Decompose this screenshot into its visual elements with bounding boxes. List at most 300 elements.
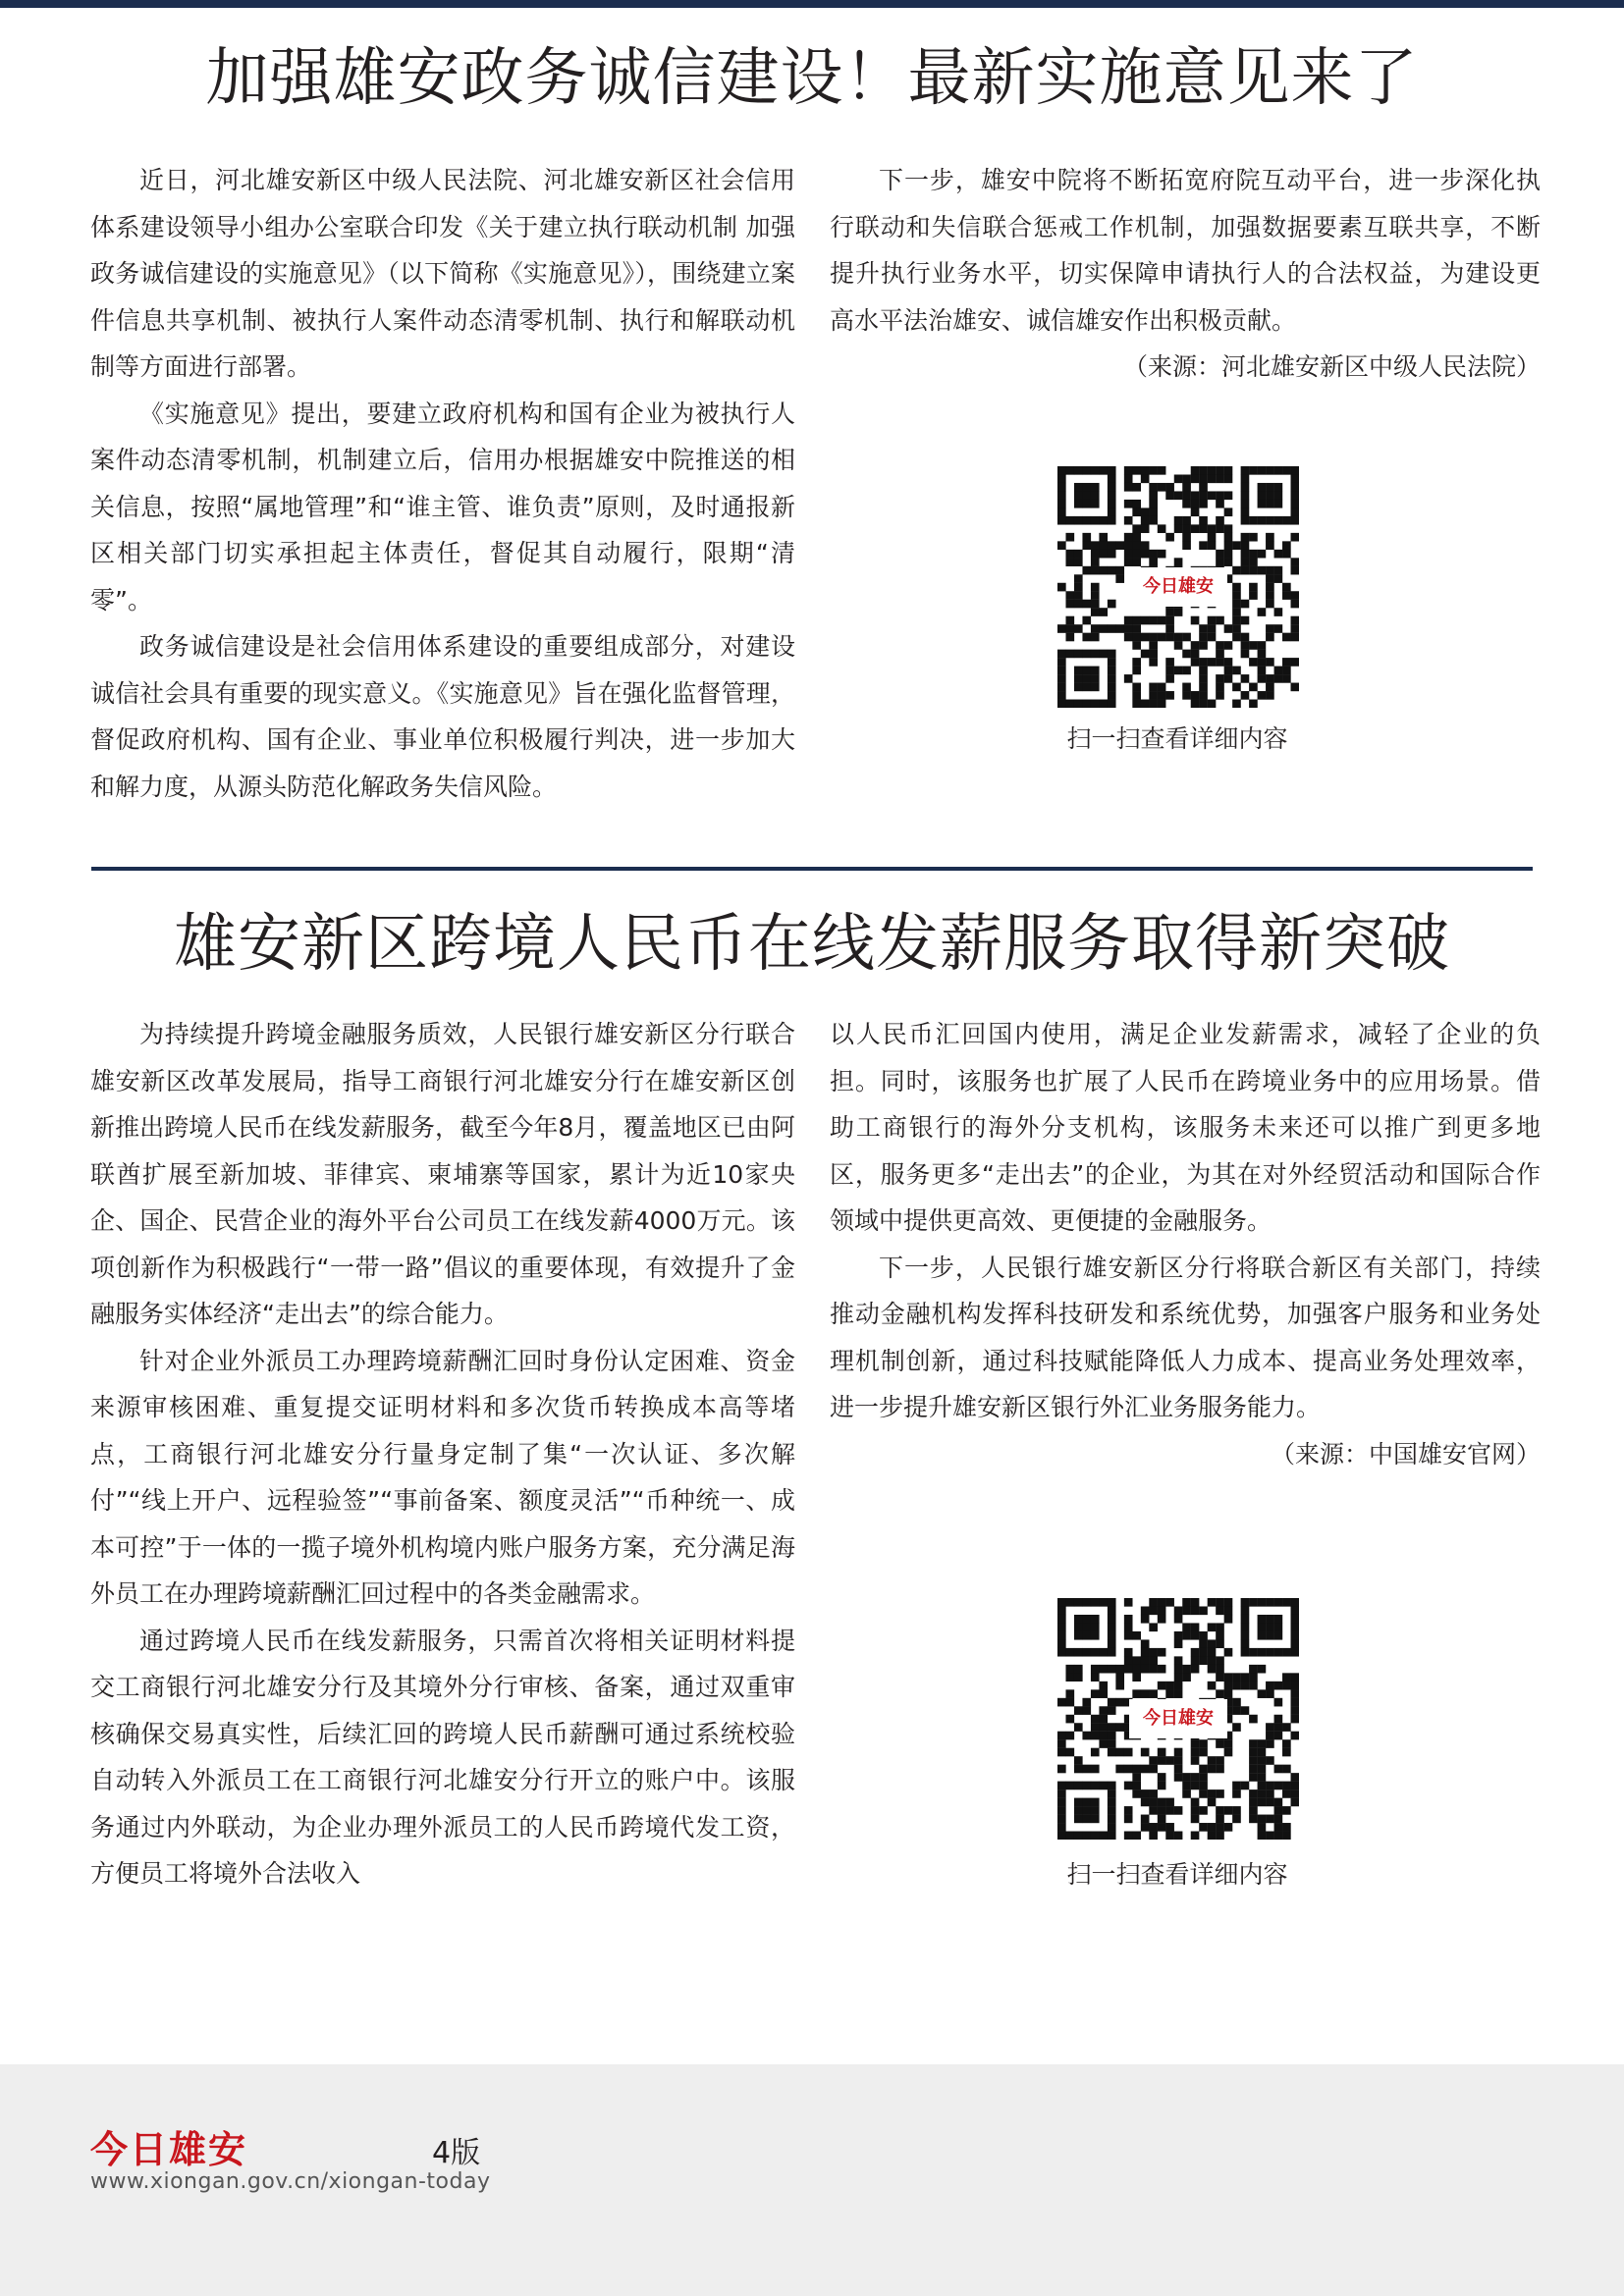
qr-module [1132, 633, 1141, 642]
qr-module [1199, 1806, 1208, 1815]
qr-module [1191, 491, 1200, 500]
qr-module [1282, 1748, 1291, 1757]
qr-module [1149, 633, 1158, 642]
qr-module [1174, 1606, 1183, 1615]
qr-module [1258, 667, 1267, 675]
qr-module [1065, 1832, 1074, 1840]
qr-module [1282, 1823, 1291, 1832]
qr-module [1165, 1682, 1174, 1690]
qr-module [1091, 633, 1100, 642]
qr-module [1108, 1698, 1116, 1707]
qr-module [1141, 466, 1150, 475]
qr-module [1115, 1765, 1124, 1774]
qr-module [1258, 1756, 1267, 1765]
qr-module [1057, 691, 1066, 700]
qr-module [1124, 1815, 1133, 1824]
qr-module [1282, 591, 1291, 600]
qr-module [1174, 1656, 1183, 1665]
qr-module [1291, 1615, 1299, 1624]
qr-module [1124, 624, 1133, 633]
footer-url[interactable]: www.xiongan.gov.cn/xiongan-today [90, 2169, 491, 2194]
qr-module [1216, 1832, 1224, 1840]
qr-module [1082, 491, 1091, 500]
qr-module [1249, 1648, 1258, 1657]
qr-module [1082, 600, 1091, 609]
article1-title: 加强雄安政务诚信建设！最新实施意见来了 [205, 42, 1419, 115]
qr-module [1266, 541, 1274, 550]
qr-module [1224, 1806, 1233, 1815]
qr-module [1124, 1832, 1133, 1840]
qr-module [1249, 566, 1258, 575]
brand-logo: 今日雄安 [90, 2127, 248, 2171]
qr-module [1074, 1815, 1083, 1824]
qr-module [1224, 667, 1233, 675]
qr-module [1124, 1765, 1133, 1774]
qr-module [1291, 500, 1299, 508]
qr-module [1241, 616, 1250, 625]
qr-module [1266, 1756, 1274, 1765]
qr-module [1232, 1673, 1241, 1682]
qr-module [1082, 1765, 1091, 1774]
qr-module [1208, 1648, 1217, 1657]
qr-module [1191, 1773, 1200, 1782]
qr-module [1082, 1806, 1091, 1815]
qr-module [1174, 1832, 1183, 1840]
qr-module [1124, 1656, 1133, 1665]
qr-module [1191, 1832, 1200, 1840]
qr-module [1274, 674, 1283, 683]
qr-module [1091, 1598, 1100, 1607]
qr-module [1258, 566, 1267, 575]
qr-module [1115, 541, 1124, 550]
qr-module [1274, 466, 1283, 475]
qr-module [1057, 1623, 1066, 1631]
qr-module [1091, 541, 1100, 550]
qr-module [1132, 524, 1141, 533]
qr-module [1266, 633, 1274, 642]
qr-module [1099, 1665, 1108, 1674]
qr-module [1232, 1782, 1241, 1790]
qr-module [1074, 591, 1083, 600]
qr-module [1115, 624, 1124, 633]
qr-module [1158, 683, 1166, 692]
qr-module [1065, 466, 1074, 475]
qr-module [1191, 691, 1200, 700]
qr-module [1224, 674, 1233, 683]
qr-module [1057, 466, 1066, 475]
qr-module [1216, 1606, 1224, 1615]
qr-module [1149, 1798, 1158, 1807]
qr-module [1182, 650, 1191, 659]
qr-module [1249, 641, 1258, 650]
qr-module [1099, 1715, 1108, 1724]
qr-module [1274, 574, 1283, 583]
qr-module [1165, 1598, 1174, 1607]
qr-module [1282, 516, 1291, 525]
qr-module [1232, 683, 1241, 692]
qr-module [1274, 1798, 1283, 1807]
qr-module [1182, 483, 1191, 492]
qr-module [1091, 600, 1100, 609]
qr-module [1249, 1789, 1258, 1798]
qr-module [1091, 1689, 1100, 1698]
qr-module [1208, 633, 1217, 642]
qr-module [1082, 1706, 1091, 1715]
qr-module [1099, 624, 1108, 633]
qr-module [1282, 1765, 1291, 1774]
qr-module [1074, 624, 1083, 633]
article1-right-column [830, 157, 1541, 391]
qr-module [1124, 1782, 1133, 1790]
qr-module [1108, 700, 1116, 708]
qr-module [1174, 558, 1183, 566]
qr-module [1065, 1673, 1074, 1682]
qr-module [1258, 1665, 1267, 1674]
qr-module [1165, 1823, 1174, 1832]
qr-module [1274, 516, 1283, 525]
qr-module [1124, 541, 1133, 550]
qr-module [1065, 591, 1074, 600]
qr-module [1282, 583, 1291, 592]
qr-module [1057, 658, 1066, 667]
qr-module [1108, 1639, 1116, 1648]
qr-module [1182, 533, 1191, 542]
qr-module [1182, 1623, 1191, 1631]
qr-module [1274, 1682, 1283, 1690]
qr-module [1091, 1815, 1100, 1824]
qr-module [1266, 500, 1274, 508]
qr-module [1199, 1606, 1208, 1615]
qr-module [1108, 683, 1116, 692]
qr-module [1057, 1815, 1066, 1824]
qr-module [1266, 574, 1274, 583]
qr-module [1232, 1682, 1241, 1690]
qr-module [1182, 691, 1191, 700]
qr-module [1291, 658, 1299, 667]
qr-module [1158, 1815, 1166, 1824]
qr-module [1208, 1765, 1217, 1774]
qr-module [1108, 500, 1116, 508]
qr-module [1132, 658, 1141, 667]
qr-module [1091, 683, 1100, 692]
qr-module [1174, 491, 1183, 500]
qr-module [1158, 633, 1166, 642]
qr-module [1249, 1806, 1258, 1815]
qr-module [1216, 1631, 1224, 1640]
qr-module [1216, 524, 1224, 533]
qr-module [1182, 1598, 1191, 1607]
qr-module [1216, 1656, 1224, 1665]
qr-module [1291, 466, 1299, 475]
qr-module [1141, 1815, 1150, 1824]
qr-module [1124, 533, 1133, 542]
qr-module [1074, 583, 1083, 592]
qr-module [1149, 558, 1158, 566]
qr-module [1241, 1606, 1250, 1615]
qr-module [1132, 691, 1141, 700]
qr-module [1224, 533, 1233, 542]
qr-module [1074, 1806, 1083, 1815]
qr-module [1249, 516, 1258, 525]
qr-module [1291, 566, 1299, 575]
qr-module [1074, 1706, 1083, 1715]
qr-module [1241, 1631, 1250, 1640]
qr-module [1258, 1615, 1267, 1624]
qr-module [1091, 1798, 1100, 1807]
qr-module [1108, 1806, 1116, 1815]
qr-module [1174, 1756, 1183, 1765]
qr-module [1182, 1782, 1191, 1790]
qr-module [1208, 1656, 1217, 1665]
qr-module [1232, 633, 1241, 642]
qr-module [1266, 1598, 1274, 1607]
qr-module [1241, 550, 1250, 559]
qr-module [1132, 533, 1141, 542]
qr-module [1232, 667, 1241, 675]
qr-module [1274, 1715, 1283, 1724]
qr-module [1232, 624, 1241, 633]
qr-module [1165, 483, 1174, 492]
qr-module [1199, 483, 1208, 492]
qr-module [1091, 591, 1100, 600]
qr-module [1108, 491, 1116, 500]
qr-module [1091, 558, 1100, 566]
qr-module [1149, 641, 1158, 650]
qr-module [1282, 550, 1291, 559]
qr-module [1141, 1665, 1150, 1674]
section-divider [91, 867, 1533, 871]
qr-module [1208, 1665, 1217, 1674]
qr-module [1291, 624, 1299, 633]
qr-module [1165, 1756, 1174, 1765]
qr-module [1165, 1689, 1174, 1698]
article1-qr-code[interactable] [1057, 466, 1299, 708]
qr-module [1074, 491, 1083, 500]
article2-qr-code[interactable] [1057, 1598, 1299, 1840]
qr-module [1291, 1689, 1299, 1698]
qr-module [1108, 600, 1116, 609]
qr-module [1108, 1598, 1116, 1607]
qr-module [1124, 500, 1133, 508]
qr-module [1082, 1815, 1091, 1824]
qr-module [1108, 1823, 1116, 1832]
qr-module [1291, 1732, 1299, 1740]
qr-module [1124, 1598, 1133, 1607]
qr-module [1216, 491, 1224, 500]
qr-module [1141, 550, 1150, 559]
qr-module [1132, 1631, 1141, 1640]
qr-module [1082, 1615, 1091, 1624]
qr-module [1074, 516, 1083, 525]
qr-module [1208, 1756, 1217, 1765]
qr-module [1132, 1656, 1141, 1665]
qr-module [1199, 491, 1208, 500]
qr-module [1174, 1615, 1183, 1624]
qr-module [1199, 633, 1208, 642]
qr-module [1082, 1782, 1091, 1790]
qr-module [1266, 591, 1274, 600]
qr-module [1158, 1665, 1166, 1674]
qr-module [1158, 1756, 1166, 1765]
qr-module [1216, 1765, 1224, 1774]
qr-module [1274, 491, 1283, 500]
qr-module [1091, 1715, 1100, 1724]
qr-module [1082, 533, 1091, 542]
qr-module [1224, 1823, 1233, 1832]
qr-module [1258, 466, 1267, 475]
qr-module [1082, 483, 1091, 492]
qr-module [1149, 1623, 1158, 1631]
qr-module [1091, 1748, 1100, 1757]
qr-module [1108, 541, 1116, 550]
qr-module [1232, 608, 1241, 616]
qr-module [1274, 566, 1283, 575]
qr-module [1124, 516, 1133, 525]
qr-module [1158, 691, 1166, 700]
qr-module [1224, 641, 1233, 650]
qr-module [1232, 566, 1241, 575]
qr-module [1108, 691, 1116, 700]
qr-module [1057, 1765, 1066, 1774]
qr-module [1224, 558, 1233, 566]
qr-module [1208, 533, 1217, 542]
qr-module [1282, 1723, 1291, 1732]
qr-module [1074, 1615, 1083, 1624]
qr-module [1274, 1765, 1283, 1774]
qr-module [1132, 616, 1141, 625]
article2-paragraph-4-text: 下一步，人民银行雄安新区分行将联合新区有关部门，持续推动金融机构发挥科技研发和系统优势，加强客户服务和业务处理机制创新，通过科技赋能降低人力成本、提高业务处理效率，进一步提升雄安新区银行外汇业务服务能力。 [830, 1253, 1541, 1421]
qr-module [1208, 1682, 1217, 1690]
qr-module [1174, 516, 1183, 525]
qr-module [1141, 1748, 1150, 1757]
qr-module [1099, 466, 1108, 475]
qr-module [1258, 1782, 1267, 1790]
qr-module [1099, 550, 1108, 559]
article1-paragraph-4 [830, 157, 1541, 381]
qr-module [1249, 658, 1258, 667]
qr-module [1216, 500, 1224, 508]
qr-module [1241, 533, 1250, 542]
qr-module [1232, 1789, 1241, 1798]
qr-module [1057, 1698, 1066, 1707]
qr-module [1141, 1765, 1150, 1774]
qr-module [1149, 466, 1158, 475]
qr-module [1174, 1748, 1183, 1757]
qr-module [1241, 500, 1250, 508]
qr-module [1091, 1648, 1100, 1657]
qr-module [1091, 667, 1100, 675]
qr-module [1232, 616, 1241, 625]
qr-module [1165, 674, 1174, 683]
qr-module [1258, 1815, 1267, 1824]
qr-module [1199, 674, 1208, 683]
qr-module [1108, 507, 1116, 516]
qr-module [1057, 700, 1066, 708]
qr-module [1091, 1832, 1100, 1840]
qr-module [1124, 1806, 1133, 1815]
qr-module [1124, 633, 1133, 642]
qr-module [1191, 1739, 1200, 1748]
qr-module [1057, 650, 1066, 659]
qr-module [1241, 1673, 1250, 1682]
qr-module [1091, 1673, 1100, 1682]
qr-module [1241, 691, 1250, 700]
qr-module [1091, 550, 1100, 559]
qr-module [1108, 566, 1116, 575]
qr-module [1199, 700, 1208, 708]
qr-module [1099, 1732, 1108, 1740]
qr-module [1291, 1706, 1299, 1715]
qr-module [1165, 633, 1174, 642]
qr-module [1082, 683, 1091, 692]
qr-module [1149, 500, 1158, 508]
qr-module [1241, 633, 1250, 642]
qr-module [1224, 1598, 1233, 1607]
qr-module [1199, 524, 1208, 533]
qr-module [1282, 1739, 1291, 1748]
qr-module [1149, 550, 1158, 559]
qr-module [1057, 1598, 1066, 1607]
qr-module [1149, 650, 1158, 659]
qr-module [1057, 500, 1066, 508]
qr-module [1274, 1806, 1283, 1815]
qr-module [1149, 1756, 1158, 1765]
qr-module [1057, 1789, 1066, 1798]
qr-module [1249, 1673, 1258, 1682]
qr-module [1258, 658, 1267, 667]
page-edition: 4版 [432, 2136, 481, 2170]
qr-module [1082, 1798, 1091, 1807]
qr-module [1274, 1698, 1283, 1707]
qr-module [1124, 483, 1133, 492]
qr-module [1224, 1739, 1233, 1748]
qr-module [1266, 600, 1274, 609]
qr-module [1232, 1698, 1241, 1707]
qr-module [1141, 1639, 1150, 1648]
qr-module [1258, 1765, 1267, 1774]
qr-module [1191, 1656, 1200, 1665]
qr-module [1124, 1665, 1133, 1674]
qr-module [1074, 1723, 1083, 1732]
qr-module [1232, 1706, 1241, 1715]
qr-module [1216, 1623, 1224, 1631]
qr-module [1065, 558, 1074, 566]
qr-module [1182, 667, 1191, 675]
qr-module [1216, 1806, 1224, 1815]
qr-module [1291, 1631, 1299, 1640]
qr-module [1241, 1682, 1250, 1690]
qr-module [1258, 1623, 1267, 1631]
qr-module [1258, 1689, 1267, 1698]
qr-module [1165, 667, 1174, 675]
qr-module [1291, 1639, 1299, 1648]
qr-module [1124, 1631, 1133, 1640]
qr-module [1241, 650, 1250, 659]
qr-module [1074, 500, 1083, 508]
qr-module [1158, 1798, 1166, 1807]
qr-module [1266, 1615, 1274, 1624]
qr-module [1057, 1798, 1066, 1807]
qr-module [1165, 1806, 1174, 1815]
qr-module [1158, 1748, 1166, 1757]
qr-module [1249, 1748, 1258, 1757]
qr-module [1099, 516, 1108, 525]
qr-module [1082, 1598, 1091, 1607]
qr-module [1108, 1798, 1116, 1807]
qr-module [1132, 1665, 1141, 1674]
qr-module [1057, 474, 1066, 483]
article1-qr-caption: 扫一扫查看详细内容 [1066, 724, 1288, 753]
